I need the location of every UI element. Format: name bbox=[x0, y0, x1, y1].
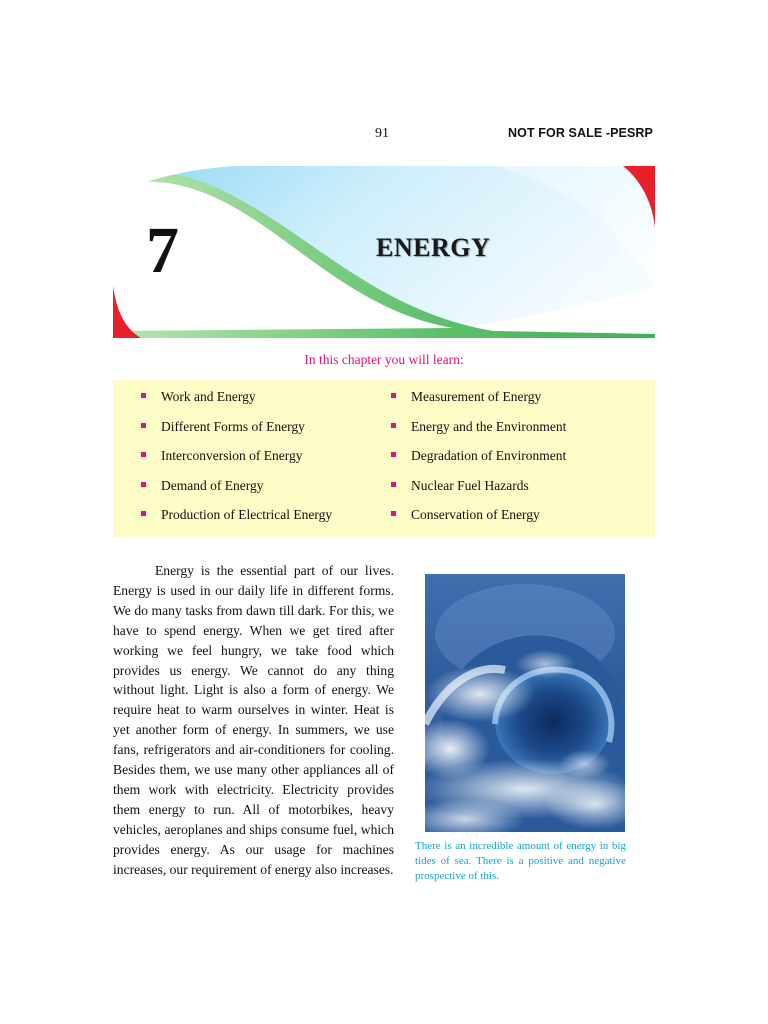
learning-objectives-box bbox=[113, 380, 655, 537]
bullet-square-icon bbox=[391, 423, 396, 428]
objective-item bbox=[391, 418, 566, 448]
intro-paragraph: Energy is the essential part of our lives. Energy is used in our daily life in different forms. We do many tasks from dawn till dark. For this, we have to spend energy. When we get tired after working we feel hungry, we take food which provides us energy. We cannot do any thing without light. Light is also a form of energy. We require heat to warm ourselves in winter. Heat is yet another form of energy. In summers, we use fans, refrigerators and air-conditioners for cooling. Besides them, we use many other appliances all of them work with electricity. Electricity provides them energy to run. All of motorbikes, heavy vehicles, aeroplanes and ships consume fuel, which provides energy. As our usage for machines increases, our requirement of energy also increases. bbox=[113, 563, 394, 877]
objective-item bbox=[141, 447, 332, 477]
objective-item bbox=[391, 388, 566, 418]
objective-label: Degradation of Environment bbox=[411, 448, 567, 464]
chapter-number: 7 bbox=[146, 214, 179, 287]
not-for-sale-notice: NOT FOR SALE -PESRP bbox=[508, 126, 653, 140]
bullet-square-icon bbox=[141, 511, 146, 516]
bullet-square-icon bbox=[141, 482, 146, 487]
bullet-square-icon bbox=[391, 452, 396, 457]
objective-label: Energy and the Environment bbox=[411, 418, 567, 434]
objective-item bbox=[391, 447, 566, 477]
ocean-wave-image bbox=[425, 574, 625, 832]
objective-item bbox=[141, 388, 332, 418]
objective-label: Measurement of Energy bbox=[411, 389, 542, 404]
wave-illustration bbox=[425, 574, 625, 832]
objective-label: Work and Energy bbox=[161, 389, 256, 404]
objective-item bbox=[141, 506, 332, 536]
bullet-square-icon bbox=[141, 423, 146, 428]
objective-label: Conservation of Energy bbox=[411, 507, 540, 523]
bullet-square-icon bbox=[391, 511, 396, 516]
objective-label: Interconversion of Energy bbox=[161, 448, 303, 464]
objective-label: Demand of Energy bbox=[161, 477, 264, 493]
objective-item bbox=[391, 477, 566, 507]
learning-objectives-heading: In this chapter you will learn: bbox=[304, 352, 464, 367]
objective-label: Production of Electrical Energy bbox=[161, 507, 333, 523]
objective-label: Different Forms of Energy bbox=[161, 418, 305, 434]
objectives-left-column bbox=[141, 388, 332, 536]
objective-item bbox=[141, 418, 332, 448]
bullet-square-icon bbox=[391, 393, 396, 398]
objective-item bbox=[391, 506, 566, 536]
image-caption: There is an incredible amount of energy in big tides of sea. There is a positive and negative prospective of this. bbox=[415, 840, 626, 882]
bullet-square-icon bbox=[141, 393, 146, 398]
objective-label: Nuclear Fuel Hazards bbox=[411, 477, 529, 493]
objectives-right-column bbox=[391, 388, 566, 536]
bullet-square-icon bbox=[141, 452, 146, 457]
chapter-title: ENERGY bbox=[376, 233, 491, 262]
bullet-square-icon bbox=[391, 482, 396, 487]
page-number: 91 bbox=[375, 126, 389, 141]
objective-item bbox=[141, 477, 332, 507]
